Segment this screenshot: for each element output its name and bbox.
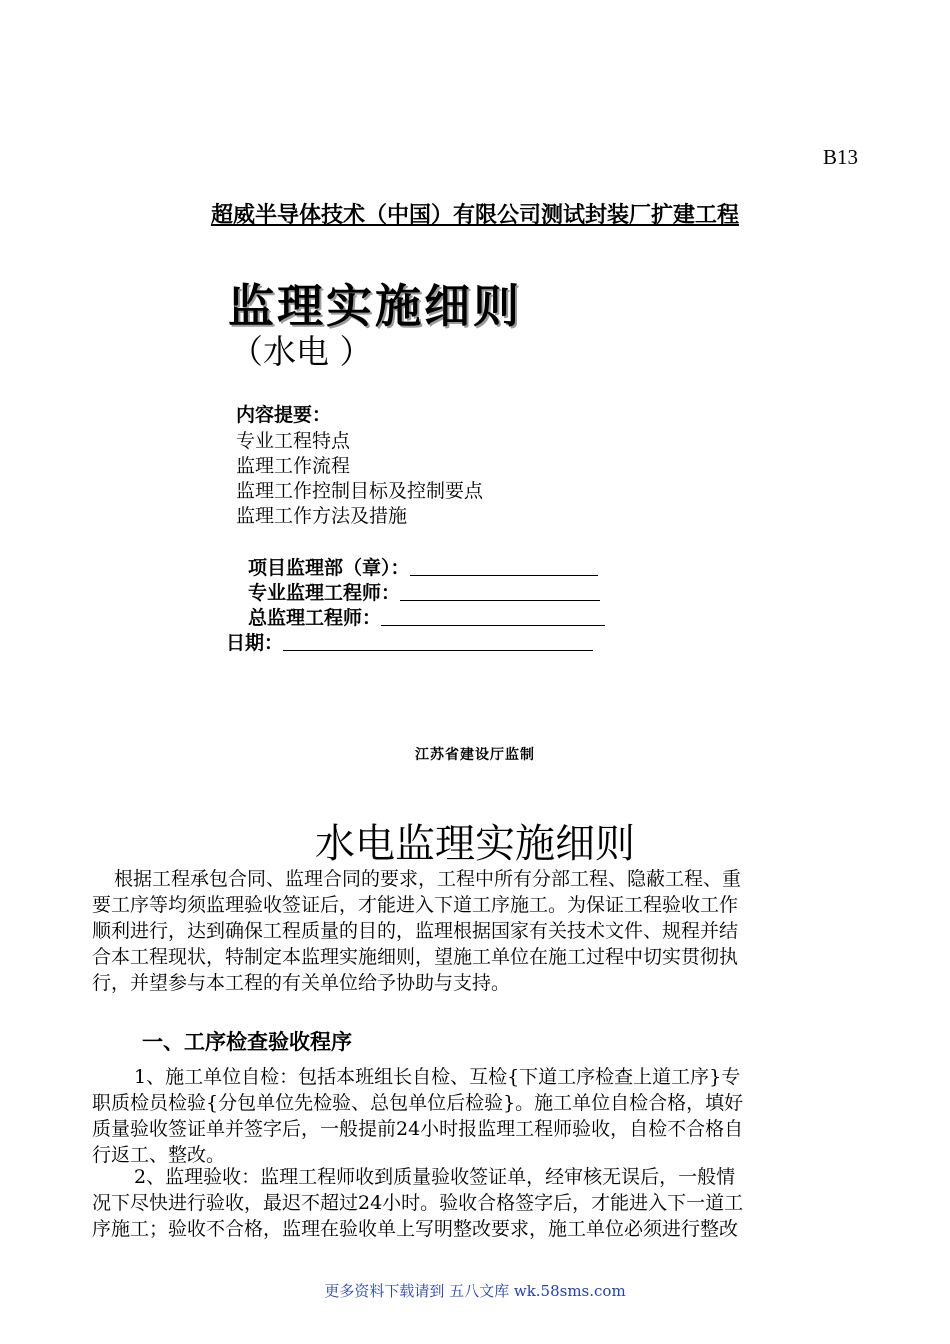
- signature-chief-label: 总监理工程师：: [248, 607, 382, 629]
- signature-specialist-label: 专业监理工程师：: [248, 582, 401, 604]
- summary-item: 专业工程特点: [236, 430, 351, 452]
- item-line: 2、监理验收：监理工程师收到质量验收签证单，经审核无误后，一般情: [134, 1166, 736, 1188]
- cover-subtitle: （水电 ）: [230, 332, 373, 371]
- intro-line: 顺利进行，达到确保工程质量的目的，监理根据国家有关技术文件、规程并结: [92, 920, 739, 942]
- item-line: 序施工；验收不合格，监理在验收单上写明整改要求，施工单位必须进行整改: [92, 1218, 739, 1240]
- summary-item: 监理工作方法及措施: [236, 505, 408, 527]
- section-item-2: [92, 1164, 858, 1242]
- section-heading: 一、工序检查验收程序: [142, 1030, 352, 1054]
- item-line: 1、施工单位自检：包括本班组长自检、互检{下道工序检查上道工序}专: [134, 1066, 741, 1088]
- intro-line: 合本工程现状，特制定本监理实施细则，望施工单位在施工过程中切实贯彻执: [92, 946, 739, 968]
- item-line: 职质检员检验{分包单位先检验、总包单位后检验}。施工单位自检合格，填好: [92, 1092, 744, 1114]
- main-title: 水电监理实施细则: [315, 821, 635, 867]
- signature-date-label: 日期：: [226, 632, 284, 654]
- signature-department-row: [248, 553, 598, 580]
- document-code: B13: [822, 145, 858, 169]
- summary-heading: 内容提要：: [236, 404, 332, 426]
- footer-link[interactable]: 更多资料下载请到 五八文库 wk.58sms.com: [324, 1282, 626, 1300]
- intro-paragraph: [92, 866, 858, 996]
- signature-department-line: [410, 557, 598, 576]
- project-name: 超威半导体技术（中国）有限公司测试封装厂扩建工程: [210, 203, 739, 228]
- signature-chief-line: [381, 607, 605, 626]
- summary-item: 监理工作流程: [236, 455, 351, 477]
- cover-title: 监理实施细则: [228, 279, 522, 333]
- signature-chief-row: [248, 603, 605, 630]
- item-line: 况下尽快进行验收，最迟不超过24小时。验收合格签字后，才能进入下一道工: [92, 1192, 744, 1214]
- item-line: 行返工、整改。: [92, 1144, 226, 1166]
- signature-specialist-row: [248, 578, 600, 605]
- intro-line: 要工序等均须监理验收签证后，才能进入下道工序施工。为保证工程验收工作: [92, 894, 739, 916]
- intro-line: 根据工程承包合同、监理合同的要求，工程中所有分部工程、隐蔽工程、重: [114, 868, 742, 890]
- signature-date-row: [226, 628, 593, 655]
- signature-date-line: [283, 632, 593, 651]
- signature-department-label: 项目监理部（章）：: [248, 557, 410, 579]
- section-item-1: [92, 1064, 858, 1168]
- intro-line: 行，并望参与本工程的有关单位给予协助与支持。: [92, 972, 511, 994]
- item-line: 质量验收签证单并签字后，一般提前24小时报监理工程师验收，自检不合格自: [92, 1118, 744, 1140]
- summary-item: 监理工作控制目标及控制要点: [236, 480, 484, 502]
- issuer-label: 江苏省建设厅监制: [415, 747, 535, 763]
- signature-specialist-line: [400, 582, 600, 601]
